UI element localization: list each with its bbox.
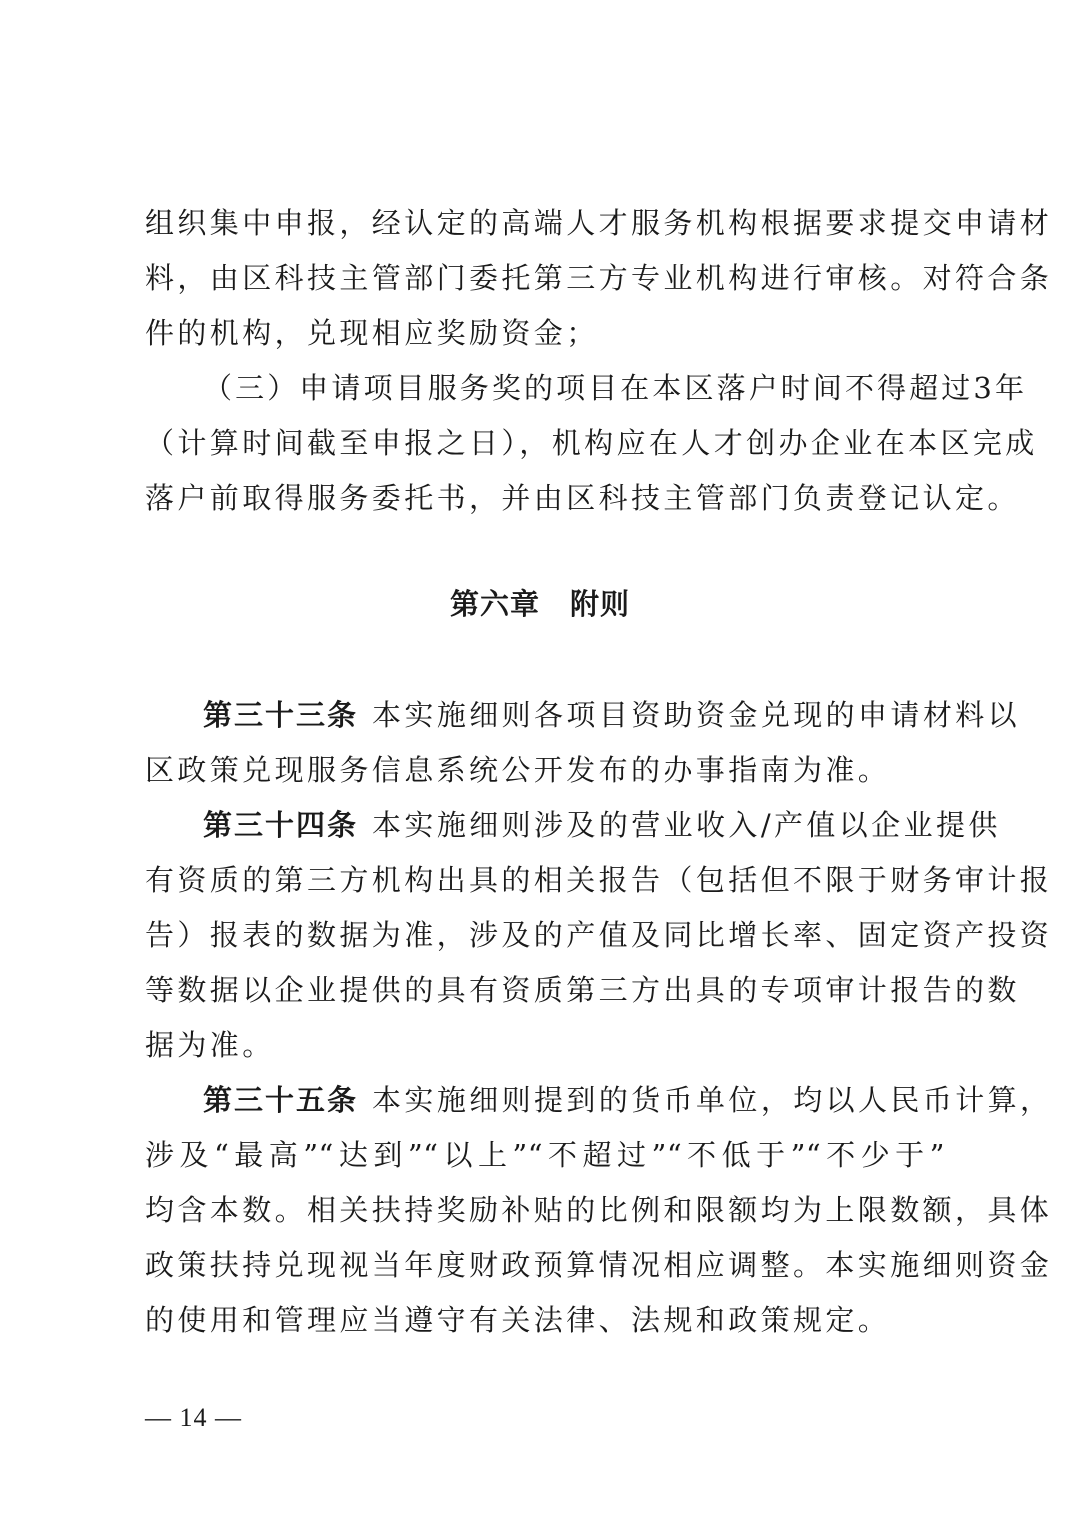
- article-text: 本实施细则提到的货币单位，均以人民币计算，: [372, 1083, 1053, 1117]
- article-34: [145, 798, 1053, 1073]
- chapter-heading: [0, 582, 1080, 623]
- text-line: 均含本数。相关扶持奖励补贴的比例和限额均为上限数额，具体: [145, 1193, 1053, 1227]
- text-line: （计算时间截至申报之日），机构应在人才创办企业在本区完成: [145, 426, 1038, 460]
- text-line: 料，由区科技主管部门委托第三方专业机构进行审核。对符合条: [145, 261, 1053, 295]
- article-text: 本实施细则各项目资助资金兑现的申请材料以: [372, 698, 1021, 732]
- text-line: 等数据以企业提供的具有资质第三方出具的专项审计报告的数: [145, 973, 1020, 1007]
- article-first-line: [145, 1073, 1053, 1128]
- text-line: 组织集中申报，经认定的高端人才服务机构根据要求提交申请材: [145, 206, 1053, 240]
- article-label: 第三十三条: [203, 698, 359, 732]
- continued-paragraph: [145, 196, 1053, 361]
- text-line: 区政策兑现服务信息系统公开发布的办事指南为准。: [145, 753, 891, 787]
- text-line: 告）报表的数据为准，涉及的产值及同比增长率、固定资产投资: [145, 918, 1053, 952]
- text-line: 有资质的第三方机构出具的相关报告（包括但不限于财务审计报: [145, 863, 1053, 897]
- text-line: （三）申请项目服务奖的项目在本区落户时间不得超过3年: [203, 371, 1028, 405]
- text-line: 政策扶持兑现视当年度财政预算情况相应调整。本实施细则资金: [145, 1248, 1053, 1282]
- article-33: [145, 688, 1021, 798]
- article-label: 第三十五条: [203, 1083, 359, 1117]
- chapter-title: 附则: [570, 587, 631, 621]
- text-line: 落户前取得服务委托书，并由区科技主管部门负责登记认定。: [145, 481, 1020, 515]
- item-3-paragraph: [145, 361, 1038, 526]
- text-line: 据为准。: [145, 1028, 275, 1062]
- article-35: [145, 1073, 1053, 1348]
- text-line: 件的机构，兑现相应奖励资金；: [145, 316, 599, 350]
- article-first-line: [145, 798, 1001, 853]
- article-text: 本实施细则涉及的营业收入/产值以企业提供: [372, 808, 1001, 842]
- text-line: 的使用和管理应当遵守有关法律、法规和政策规定。: [145, 1303, 891, 1337]
- page-number: — 14 —: [145, 1403, 242, 1432]
- chapter-number: 第六章: [449, 587, 540, 621]
- article-label: 第三十四条: [203, 808, 359, 842]
- text-line: 涉及“最高”“达到”“以上”“不超过”“不低于”“不少于”: [145, 1138, 945, 1172]
- article-first-line: [145, 688, 1021, 743]
